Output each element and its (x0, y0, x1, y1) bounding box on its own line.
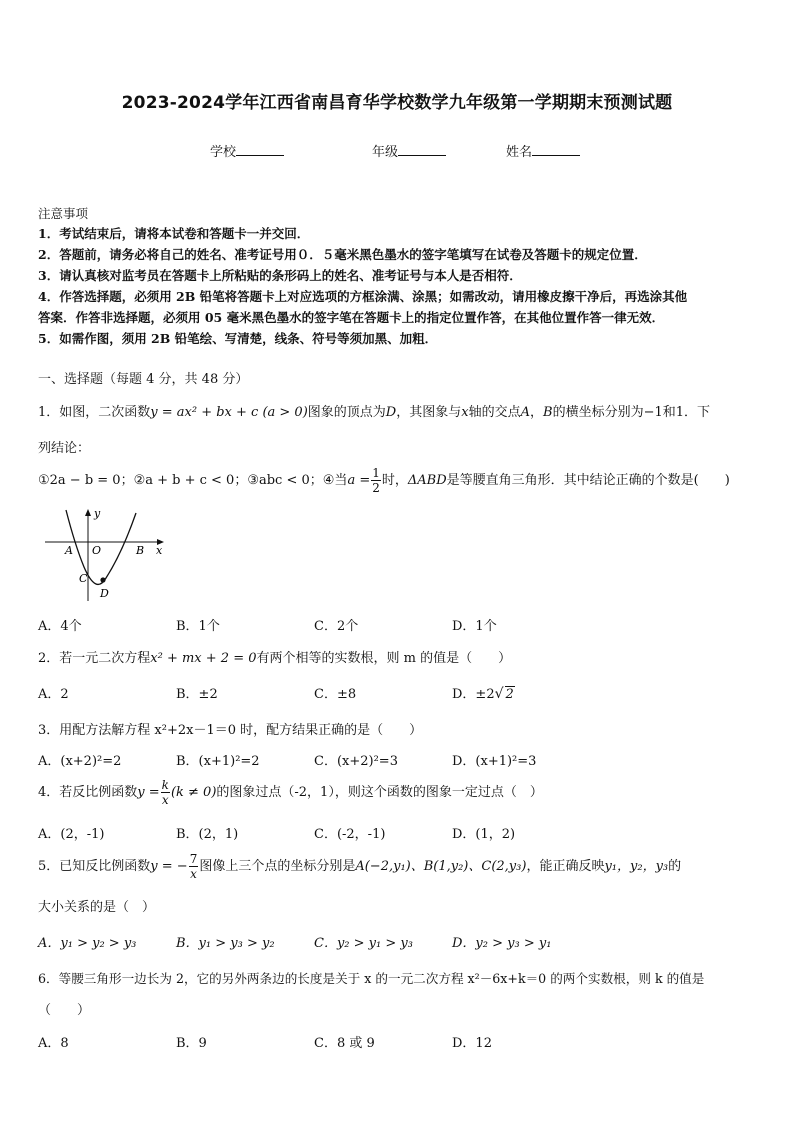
q3-option-d[interactable]: D．(x+1)²=3 (452, 754, 537, 769)
q5-option-a[interactable]: A．y₁ > y₂ > y₃ (38, 936, 137, 951)
q1-text: ，其图象与 (396, 405, 462, 420)
q1-conclusion-text: ①2a − b = 0；②a + b + c < 0；③abc < 0；④当 (38, 473, 348, 488)
q1-text: 1．如图，二次函数 (38, 405, 151, 420)
q4-text: 4．若反比例函数 (38, 785, 138, 800)
q2-option-a[interactable]: A．2 (38, 687, 69, 702)
q4-condition: (k ≠ 0) (170, 785, 217, 800)
fraction-numerator: 1 (372, 466, 380, 480)
q1-option-c[interactable]: C．2个 (314, 619, 359, 634)
q1-text: 图象的顶点为 (307, 405, 386, 420)
question-1-line-2: 列结论： (38, 441, 91, 456)
q4-option-d[interactable]: D．(1，2) (452, 827, 516, 842)
q3-option-a[interactable]: A．(x+2)²=2 (38, 754, 122, 769)
q6-option-d[interactable]: D．12 (452, 1036, 492, 1051)
grade-blank (398, 143, 446, 156)
q1-x-var: x (461, 405, 469, 420)
q4-option-c[interactable]: C．(-2，-1) (314, 827, 386, 842)
notice-item: 答案．作答非选择题，必须用 05 毫米黑色墨水的签字笔在答题卡上的指定位置作答，在其他位置作答一律无效． (38, 310, 665, 325)
q2-option-d[interactable] (452, 683, 515, 702)
sqrt-argument: 2 (505, 687, 514, 702)
q1-text: 的横坐标分别为−1和1．下 (552, 405, 711, 420)
q2-text: 有两个相等的实数根，则 m 的值是（ ） (256, 651, 512, 666)
q1-text: ， (530, 405, 544, 420)
q6-option-a[interactable]: A．8 (38, 1036, 69, 1051)
q1-a-eq: a = (347, 473, 371, 488)
q1-conclusion-text: 是等腰直角三角形．其中结论正确的个数是( ) (446, 473, 730, 488)
graph-label-a: A (65, 544, 73, 557)
question-4 (38, 778, 543, 807)
q5-fraction (189, 852, 199, 881)
q5-text: 图像上三个点的坐标分别是 (199, 859, 356, 874)
q2-option-c[interactable]: C．±8 (314, 687, 357, 702)
fraction-numerator: k (161, 778, 169, 792)
q5-option-d[interactable]: D．y₂ > y₃ > y₁ (452, 936, 552, 951)
q4-option-a[interactable]: A．(2，-1) (38, 827, 105, 842)
school-field (210, 141, 284, 160)
q1-option-b[interactable]: B．1个 (176, 619, 220, 634)
q1-option-d[interactable]: D．1个 (452, 619, 497, 634)
page-title: 2023-2024学年江西省南昌育华学校数学九年级第一学期期末预测试题 (121, 93, 673, 113)
q4-y-eq: y = (137, 785, 160, 800)
q3-option-b[interactable]: B．(x+1)²=2 (176, 754, 260, 769)
fraction-numerator: 7 (189, 852, 198, 866)
question-2 (38, 647, 511, 666)
q1-conclusion-text: 时， (381, 473, 408, 488)
q6-option-c[interactable]: C．8 或 9 (314, 1036, 375, 1051)
q4-option-b[interactable]: B．(2，1) (176, 827, 239, 842)
q2-equation: x² + mx + 2 = 0 (150, 651, 257, 666)
graph-label-y: y (94, 507, 101, 520)
q1-option-a[interactable]: A．4个 (38, 619, 82, 634)
q5-text: 的 (668, 859, 682, 874)
q2-option-d-text: D．±2 (452, 687, 495, 702)
question-1-conclusions (38, 466, 730, 495)
question-6-line-1: 6．等腰三角形一边长为 2，它的另外两条边的长度是关于 x 的一元二次方程 x²－6x+k＝0 的两个实数根，则 k 的值是 (38, 971, 705, 986)
q1-fraction (371, 466, 381, 495)
q4-fraction (161, 778, 170, 807)
notice-item: 4．作答选择题，必须用 2B 铅笔将答题卡上对应选项的方框涂满、涂黑；如需改动，请用橡皮擦干净后，再选涂其他 (38, 289, 688, 304)
q2-option-b[interactable]: B．±2 (176, 687, 218, 702)
q1-point-b: B (543, 405, 553, 420)
question-5-line-2: 大小关系的是（ ） (38, 900, 156, 915)
q5-vars: y₁，y₂，y₃ (604, 859, 669, 874)
question-6-line-2: （ ） (38, 1003, 91, 1018)
school-label: 学校 (210, 145, 237, 160)
graph-label-d: D (100, 587, 109, 600)
q2-text: 2．若一元二次方程 (38, 651, 151, 666)
q5-text: 5．已知反比例函数 (38, 859, 151, 874)
name-blank (532, 143, 580, 156)
graph-label-x: x (156, 544, 163, 557)
notice-item: 5．如需作图，须用 2B 铅笔绘、写清楚，线条、符号等须加黑、加粗． (38, 331, 438, 346)
q1-point-a: A (520, 405, 530, 420)
q4-text: 的图象过点（-2，1），则这个函数的图象一定过点（ ） (216, 785, 543, 800)
q5-text: ，能正确反映 (526, 859, 605, 874)
graph-label-b: B (136, 544, 145, 557)
question-5-line-1 (38, 852, 681, 881)
notice-heading: 注意事项 (38, 206, 89, 221)
fraction-denominator: 2 (372, 481, 380, 495)
q5-option-c[interactable]: C．y₂ > y₁ > y₃ (314, 936, 413, 951)
question-1-line-1 (38, 401, 710, 420)
name-field (506, 141, 580, 160)
sqrt-icon: √ (494, 686, 504, 702)
fraction-denominator: x (161, 793, 169, 807)
q6-option-b[interactable]: B．9 (176, 1036, 207, 1051)
q1-text: 轴的交点 (468, 405, 521, 420)
name-label: 姓名 (506, 145, 533, 160)
q5-points: A(−2,y₁)、B(1,y₂)、C(2,y₃) (355, 859, 527, 874)
question-3: 3．用配方法解方程 x²+2x－1＝0 时，配方结果正确的是（ ） (38, 723, 423, 738)
vertex-d-point (100, 577, 105, 582)
notice-item: 3．请认真核对监考员在答题卡上所粘贴的条形码上的姓名、准考证号与本人是否相符． (38, 268, 522, 283)
notice-item: 2．答题前，请务必将自己的姓名、准考证号用０．５毫米黑色墨水的签字笔填写在试卷及答题卡的规定位置． (38, 247, 647, 262)
q1-vertex-label: D (385, 405, 397, 420)
y-axis-arrow (85, 509, 91, 516)
grade-label: 年级 (372, 145, 399, 160)
school-blank (236, 143, 284, 156)
q1-parabola-graph (40, 505, 175, 605)
section-heading: 一、选择题（每题 4 分，共 48 分） (38, 372, 249, 387)
q5-y-eq: y = − (150, 859, 188, 874)
graph-label-o: O (92, 544, 102, 557)
q1-triangle: ΔABD (407, 473, 447, 488)
fraction-denominator: x (190, 867, 197, 881)
q5-option-b[interactable]: B．y₁ > y₃ > y₂ (176, 936, 275, 951)
grade-field (372, 141, 446, 160)
notice-item: 1．考试结束后，请将本试卷和答题卡一并交回． (38, 226, 310, 241)
q3-option-c[interactable]: C．(x+2)²=3 (314, 754, 398, 769)
graph-label-c: C (79, 572, 88, 585)
q1-function: y = ax² + bx + c (a > 0) (150, 405, 308, 420)
